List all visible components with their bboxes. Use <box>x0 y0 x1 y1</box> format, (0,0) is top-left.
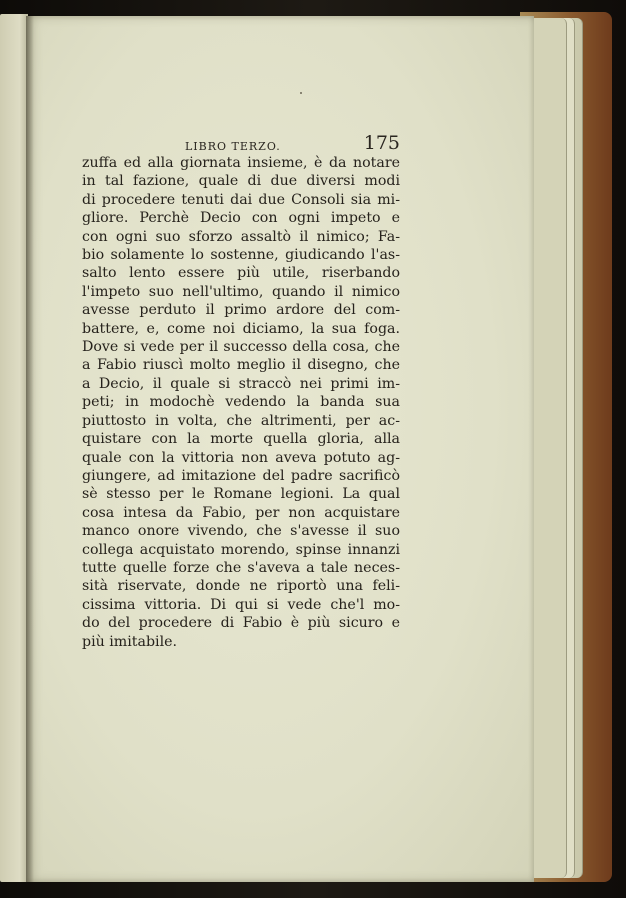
page-gutter-shadow <box>26 16 34 882</box>
page-header <box>82 132 400 156</box>
body-text <box>82 154 400 651</box>
text-line: do del procedere di Fabio è più sicuro e <box>82 615 400 632</box>
text-line: gliore. Perchè Decio con ogni impeto e <box>82 210 400 227</box>
text-line: Dove si vede per il successo della cosa, che <box>82 339 400 356</box>
text-line: zuffa ed alla giornata insieme, è da notare <box>82 155 400 171</box>
page-number: 175 <box>363 132 400 154</box>
text-line: quale con la vittoria non aveva potuto ag- <box>82 449 400 466</box>
text-line: di procedere tenuti dai due Consoli sia mi- <box>82 191 400 208</box>
text-line: cissima vittoria. Di qui si vede che'l mo- <box>82 596 400 613</box>
text-line: sè stesso per le Romane legioni. La qual <box>82 486 400 503</box>
text-line: giungere, ad imitazione del padre sacrificò <box>82 467 400 484</box>
text-line: collega acquistato morendo, spinse innanzi <box>82 541 400 558</box>
paper-speck <box>300 92 302 94</box>
text-line: manco onore vivendo, che s'avesse il suo <box>82 523 400 540</box>
text-line: peti; in modochè vedendo la banda sua <box>82 394 400 411</box>
running-head: LIBRO TERZO. <box>185 140 281 153</box>
text-line: in tal fazione, quale di due diversi modi <box>82 173 400 190</box>
text-line: piuttosto in volta, che altrimenti, per ac- <box>82 412 400 429</box>
text-line: bio solamente lo sostenne, giudicando l'as- <box>82 247 400 264</box>
text-line: l'impeto suo nell'ultimo, quando il nimico <box>82 283 400 300</box>
text-line: tutte quelle forze che s'aveva a tale neces- <box>82 559 400 576</box>
text-line: cosa intesa da Fabio, per non acquistare <box>82 504 400 521</box>
text-line: a Fabio riuscì molto meglio il disegno, che <box>82 357 400 374</box>
text-line: a Decio, il quale si straccò nei primi im- <box>82 375 400 392</box>
text-line: avesse perduto il primo ardore del com- <box>82 302 400 319</box>
text-line: salto lento essere più utile, riserbando <box>82 265 400 282</box>
text-line: quistare con la morte quella gloria, alla <box>82 431 400 448</box>
text-line: più imitabile. <box>82 633 178 650</box>
text-line: sità riservate, donde ne riportò una feli- <box>82 578 400 595</box>
text-line: battere, e, come noi diciamo, la sua foga. <box>82 320 400 337</box>
text-line: con ogni suo sforzo assaltò il nimico; Fa- <box>82 228 400 245</box>
previous-page-edge <box>0 14 28 882</box>
